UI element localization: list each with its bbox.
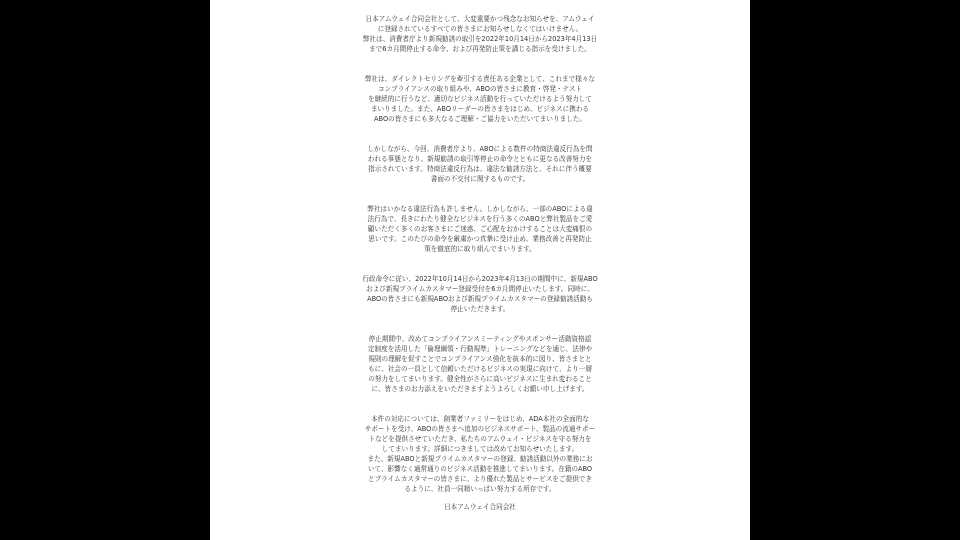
text-line: 本件の対応については、創業者ファミリーをはじめ、ADA本社の全面的な xyxy=(371,415,589,423)
text-line: ABOの皆さまにも新規ABOおよび新規プライムカスタマーの登録勧誘活動も xyxy=(367,295,593,303)
document-page xyxy=(210,0,750,540)
text-line: 指示されています。特商法違反行為は、違法な勧誘方法と、それに伴う概要 xyxy=(368,165,592,173)
text-line: とプライムカスタマーの皆さまに、より優れた製品とサービスをご提供でき xyxy=(368,475,592,483)
text-line: 停止いただきます。 xyxy=(450,305,510,313)
text-line: まで6カ月間停止する命令、および再発防止策を講じる指示を受けました。 xyxy=(369,45,591,53)
text-line: 規則の理解を促すことでコンプライアンス強化を抜本的に図り、皆さまとと xyxy=(368,355,592,363)
text-line: また、新規ABOと新規プライムカスタマーの登録、勧誘活動以外の業務にお xyxy=(367,455,593,463)
text-line: 行政命令に従い、2022年10月14日から2023年4月13日の期間中に、新規ABO xyxy=(362,275,598,283)
text-line: してまいります。詳細につきましては改めてお知らせいたします。 xyxy=(381,445,579,453)
text-line: 日本アムウェイ合同会社として、大変重要かつ残念なお知らせを、アムウェイ xyxy=(365,15,595,23)
text-line: を継続的に行うなど、適切なビジネス活動を行っていただけるよう努力して xyxy=(368,95,592,103)
text-line: 弊社は、消費者庁より新規勧誘の取引を2022年10月14日から2023年4月13日 xyxy=(362,35,598,43)
text-line: るように、社員一同精いっぱい努力する所存です。 xyxy=(404,485,556,493)
text-line: に、皆さまのお力添えをいただきますようよろしくお願い申し上げます。 xyxy=(371,385,589,393)
paragraph-announcement xyxy=(210,14,750,54)
text-line: 弊社はいかなる違法行為も許しません。しかしながら、一部のABOによる違 xyxy=(367,205,593,213)
text-line: の努力をしてまいります。健全性がさらに高いビジネスに生まれ変わること xyxy=(368,375,592,383)
text-line: および新規プライムカスタマー登録受付を6カ月間停止いたします。同時に、 xyxy=(366,285,594,293)
text-line: 策を徹底的に取り組んでまいります。 xyxy=(424,245,536,253)
text-line: 顧いただく多くのお客さまにご迷惑、ご心配をおかけすることは大変痛恨の xyxy=(367,225,593,233)
text-line: ABOの皆さまにも多大なるご理解・ご協力をいただいてまいりました。 xyxy=(374,115,586,123)
text-line: しかしながら、今回、消費者庁より、ABOによる数件の特商法違反行為を問 xyxy=(367,145,593,153)
text-line: トなどを提供させていただき、私たちのアムウェイ・ビジネスを守る努力を xyxy=(368,435,592,443)
text-line: もに、社会の一員として信頼いただけるビジネスの実現に向けて、より一層 xyxy=(368,365,592,373)
paragraph-violations xyxy=(210,144,750,184)
paragraph-compliance-efforts xyxy=(210,74,750,124)
text-line: に登録されているすべての皆さまにお知らせしなくてはいけません。 xyxy=(377,25,583,33)
text-line: まいりました。また、ABOリーダーの皆さまをはじめ、ビジネスに携わる xyxy=(370,105,590,113)
paragraph-apology xyxy=(210,204,750,254)
notice-document xyxy=(210,14,750,512)
paragraph-support xyxy=(210,414,750,494)
text-line: いて、影響なく通常通りのビジネス活動を推進してまいります。在籍のABO xyxy=(367,465,593,473)
text-line: 思いです。このたびの命令を厳粛かつ真摯に受け止め、業務改善と再発防止 xyxy=(368,235,592,243)
text-line: 弊社は、ダイレクトセリングを牽引する責任ある企業として、これまで様々な xyxy=(364,75,596,83)
text-line: われる事態となり、新規勧誘の取引等停止の命令とともに更なる改善努力を xyxy=(367,155,593,163)
paragraph-suspension xyxy=(210,274,750,314)
text-line: 定制度を活用した「倫理綱領・行動規準」トレーニングなどを通じ、法律や xyxy=(367,345,593,353)
text-line: 停止期間中、改めてコンプライアンスミーティングやスポンサー活動資格認 xyxy=(368,335,592,343)
text-line: 書面の不交付に関するものです。 xyxy=(430,175,530,183)
company-signature: 日本アムウェイ合同会社 xyxy=(444,503,516,511)
text-line: 法行為で、長きにわたり健全なビジネスを行う多くのABOと弊社製品をご愛 xyxy=(367,215,593,223)
text-line: サポートを受け、ABOの皆さまへ追加のビジネスサポート、製品の流通サポー xyxy=(364,425,596,433)
paragraph-training xyxy=(210,334,750,394)
text-line: コンプライアンスの取り組みや、ABOの皆さまに教育・啓発・テスト xyxy=(377,85,583,93)
